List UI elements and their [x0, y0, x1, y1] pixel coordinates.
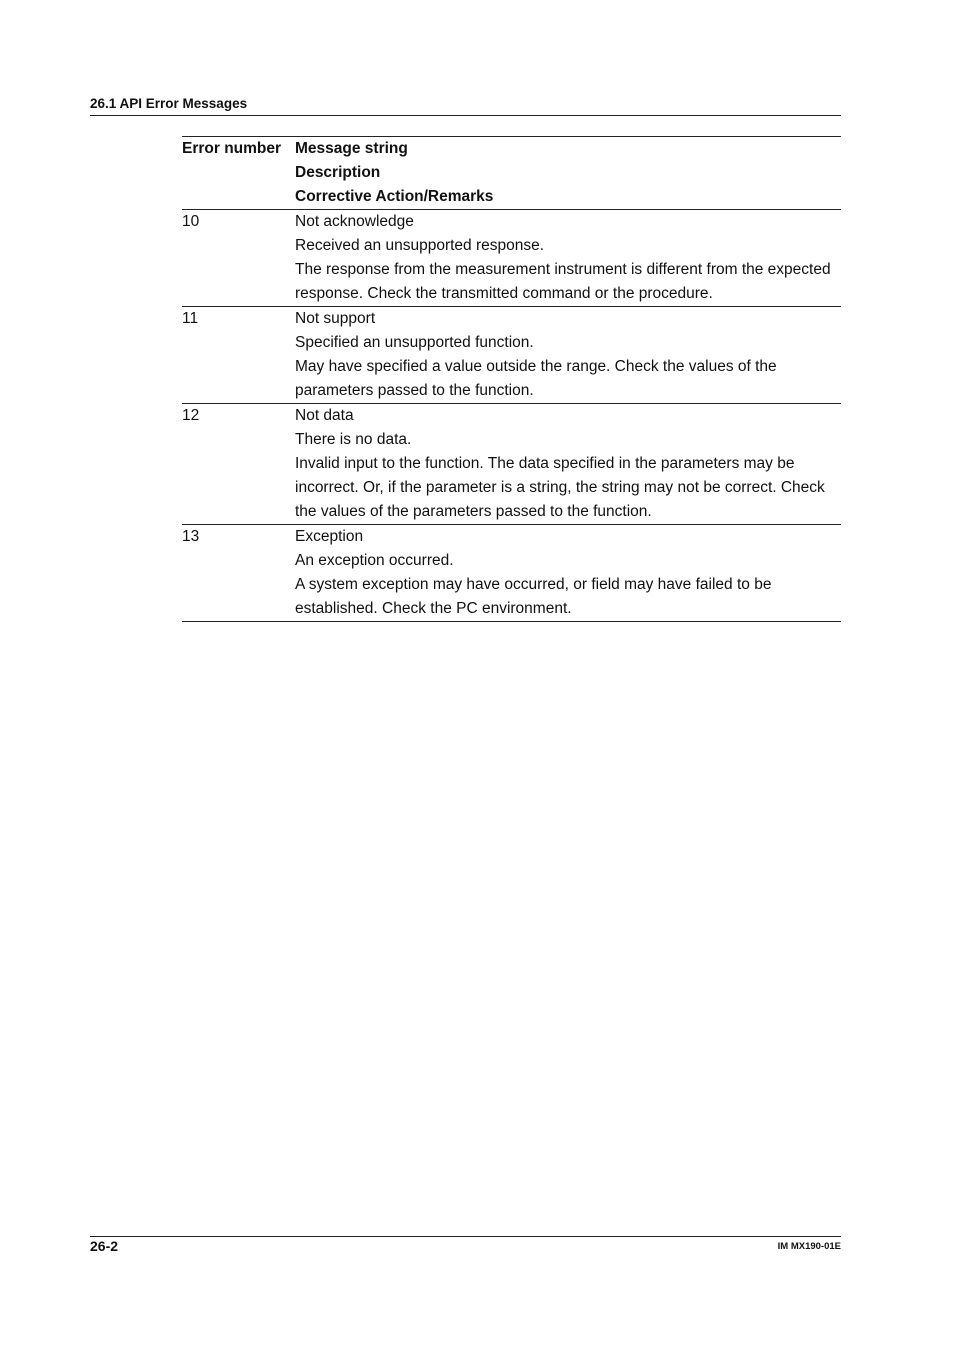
header-message-string: Message string: [295, 140, 408, 157]
header-error-number: Error number: [182, 140, 282, 157]
table-row: [182, 210, 841, 307]
document-id: IM MX190-01E: [777, 1241, 841, 1252]
message-string: Exception: [295, 528, 364, 545]
message-string: Not acknowledge: [295, 213, 414, 230]
remarks-line: response. Check the transmitted command or the procedure.: [295, 285, 713, 302]
header-corrective-action: Corrective Action/Remarks: [295, 188, 494, 205]
message-string: Not support: [295, 310, 376, 327]
description: Received an unsupported response.: [295, 237, 545, 254]
footer-divider: [90, 1236, 841, 1237]
error-number: 10: [182, 213, 200, 230]
error-number: 12: [182, 407, 200, 424]
remarks-line: A system exception may have occurred, or field may have failed to be: [295, 576, 772, 593]
remarks-line: parameters passed to the function.: [295, 382, 534, 399]
error-details: [295, 307, 841, 403]
table-row: [182, 404, 841, 525]
header-description: Description: [295, 164, 381, 181]
error-number: 11: [182, 310, 199, 327]
description: Specified an unsupported function.: [295, 334, 534, 351]
section-header: 26.1 API Error Messages: [90, 95, 841, 116]
error-message-table: [182, 136, 841, 622]
remarks-line: incorrect. Or, if the parameter is a string, the string may not be correct. Check: [295, 479, 825, 496]
error-number: 13: [182, 528, 200, 545]
error-details: [295, 210, 841, 306]
error-details: [295, 525, 841, 621]
remarks-line: The response from the measurement instrument is different from the expected: [295, 261, 831, 278]
remarks-line: established. Check the PC environment.: [295, 600, 572, 617]
page-number: 26-2: [90, 1238, 119, 1254]
description: There is no data.: [295, 431, 412, 448]
remarks-line: Invalid input to the function. The data specified in the parameters may be: [295, 455, 795, 472]
remarks-line: the values of the parameters passed to the function.: [295, 503, 652, 520]
message-string: Not data: [295, 407, 354, 424]
error-details: [295, 404, 841, 524]
header-message-column: [295, 137, 841, 209]
description: An exception occurred.: [295, 552, 454, 569]
table-header-row: [182, 137, 841, 210]
remarks-line: May have specified a value outside the range. Check the values of the: [295, 358, 777, 375]
table-row: [182, 525, 841, 622]
table-row: [182, 307, 841, 404]
